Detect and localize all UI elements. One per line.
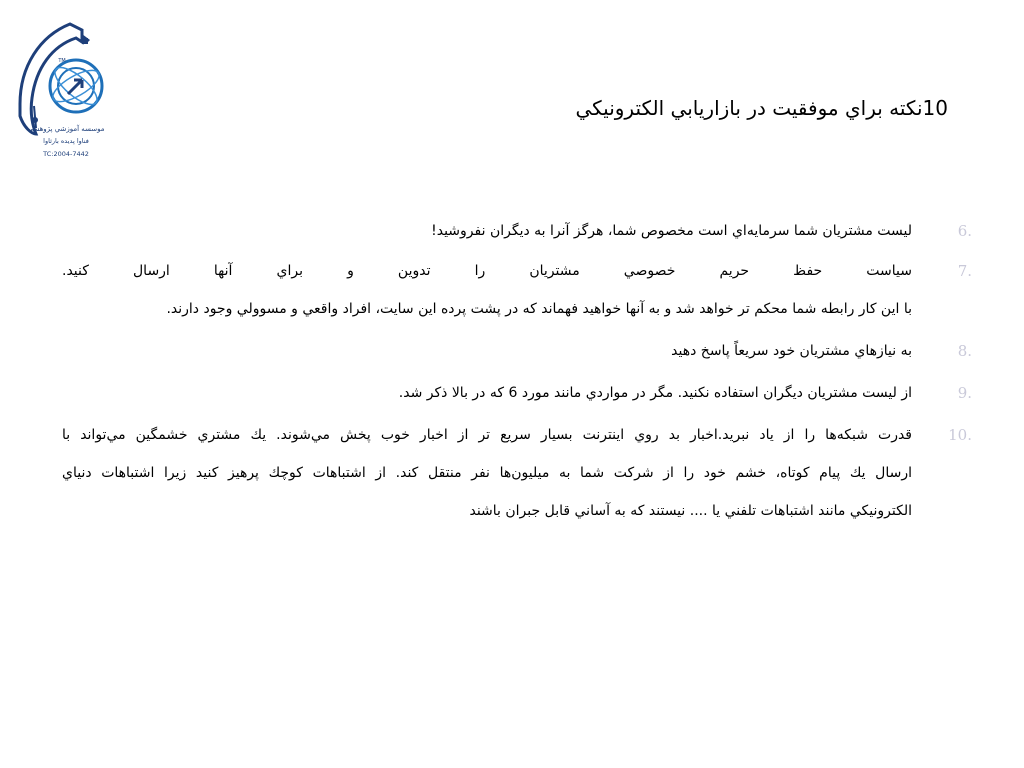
item-number: 9. <box>957 384 972 402</box>
logo-tm: TM <box>58 58 66 64</box>
item-text: سياست حفظ حريم خصوصي مشتريان را تدوين و براي آنها ارسال كنيد. <box>62 263 912 279</box>
tips-list <box>62 212 972 530</box>
item-text: با اين كار رابطه شما محكم تر خواهد شد و به آنها خواهيد فهماند كه در پشت پرده اين سايت، افراد واقعي و مسوولي وجود دارند. <box>166 301 912 317</box>
item-number: 7. <box>957 262 972 280</box>
institute-logo <box>10 16 122 166</box>
item-text: قدرت شبكه‌ها را از ياد نبريد.اخبار بد روي اينترنت بسيار سريع تر از اخبار خوب پخش مي‌شوند. يك مشتري خشمگين مي‌تواند با <box>62 427 912 443</box>
list-item <box>62 374 972 412</box>
item-text: الكترونيكي مانند اشتباهات تلفني يا .... نيستند كه به آساني قابل جبران باشند <box>469 503 912 519</box>
item-text: ليست مشتريان شما سرمايه‌اي است مخصوص شما، هرگز آنرا به ديگران نفروشيد! <box>431 223 912 239</box>
logo-subtitle: فناوا پديده بارثاوا <box>43 137 89 145</box>
list-item <box>62 252 972 328</box>
item-number: 6. <box>957 222 972 240</box>
item-number: 10. <box>948 426 972 444</box>
item-text: از ليست مشتريان ديگران استفاده نكنيد. مگر در مواردي مانند مورد 6 كه در بالا ذكر شد. <box>398 385 912 401</box>
item-text: به نيازهاي مشتريان خود سريعاً پاسخ دهيد <box>671 343 912 359</box>
logo-institute-name: موسسه آموزشي پژوهشي <box>27 125 105 133</box>
list-item <box>62 212 972 250</box>
list-item <box>62 332 972 370</box>
page-title: 10نكته براي موفقيت در بازاريابي الكترونيكي <box>575 96 948 120</box>
logo-code: TC:2004-7442 <box>43 150 89 158</box>
list-item <box>62 416 972 530</box>
item-text: ارسال يك پيام كوتاه، خشم خود را از شركت شما به ميليون‌ها نفر منتقل كند. از اشتباهات كوچك پرهيز كنيد زيرا اشتباهات دنياي <box>62 465 912 481</box>
item-number: 8. <box>957 342 972 360</box>
